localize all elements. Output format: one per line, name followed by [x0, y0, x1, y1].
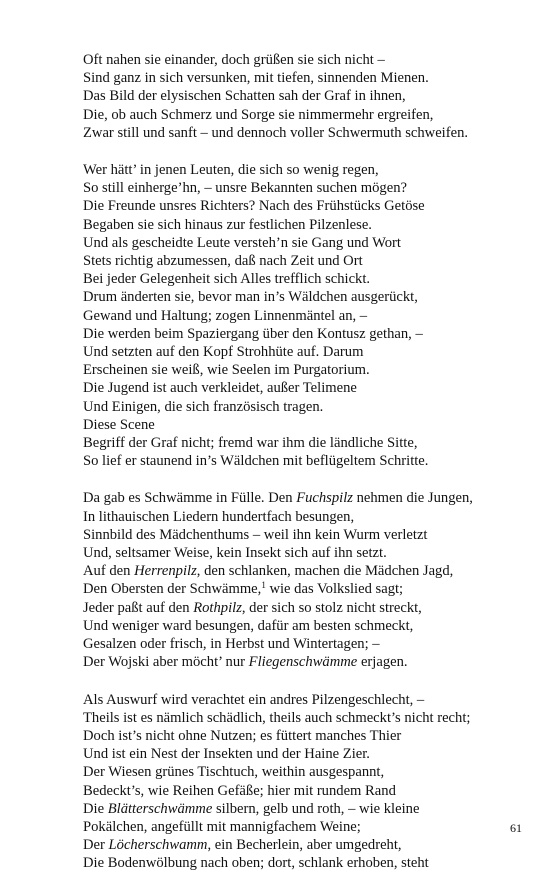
verse-line [83, 124, 523, 142]
poem-text [83, 51, 523, 892]
verse-text: Zwar still und sanft – und dennoch voller Schwermuth schweifen. [83, 124, 469, 141]
verse-line [83, 106, 523, 124]
verse-text: Oft nahen sie einander, doch grüßen sie sich nicht – [83, 52, 385, 68]
verse-text: Und Einigen, die sich französisch tragen. [83, 398, 324, 415]
verse-line [83, 234, 523, 252]
verse-text: Theils ist es nämlich schädlich, theils auch schmeckt’s nicht recht; [83, 709, 471, 726]
verse-line [83, 854, 523, 872]
verse-text: Jeder paßt auf den [83, 599, 194, 616]
verse-text: Gewand und Haltung; zogen Linnenmäntel an, – [83, 307, 368, 324]
verse-text: silbern, gelb und roth, – wie kleine [212, 800, 420, 817]
verse-line [83, 69, 523, 87]
verse-text: Fliegenschwämme [248, 654, 358, 671]
verse-line [83, 343, 523, 361]
verse-line [83, 325, 523, 343]
verse-text: nehmen die Jungen, [352, 490, 473, 507]
verse-line [83, 599, 523, 617]
verse-text: Der Wojski aber möcht’ nur [83, 654, 249, 671]
verse-text: Das Bild der elysischen Schatten sah der Graf in ihnen, [83, 88, 406, 105]
verse-text: Und setzten auf den Kopf Strohhüte auf. Darum [83, 344, 364, 361]
footnote-marker[interactable]: 1 [261, 580, 266, 591]
verse-text: Und als gescheidte Leute versteh’n sie Gang und Wort [83, 234, 401, 251]
verse-text: Sind ganz in sich versunken, mit tiefen, sinnenden Mienen. [83, 70, 429, 87]
verse-line [83, 179, 523, 197]
verse-text: , den schlanken, machen die Mädchen Jagd, [196, 563, 454, 580]
verse-text: Die [83, 800, 108, 817]
verse-text: Doch ist’s nicht ohne Nutzen; es füttert manches Thier [83, 727, 402, 744]
verse-line [83, 653, 523, 671]
verse-text: Und, seltsamer Weise, kein Insekt sich auf ihn setzt. [83, 545, 387, 562]
verse-line [83, 379, 523, 397]
verse-text: Der [83, 837, 109, 854]
stanza [83, 51, 523, 142]
verse-text: Stets richtig abzumessen, daß nach Zeit und Ort [83, 253, 363, 270]
verse-line [83, 434, 523, 452]
verse-line [83, 216, 523, 234]
verse-text: Begriff der Graf nicht; fremd war ihm die ländliche Sitte, [83, 435, 418, 452]
verse-line [83, 709, 523, 727]
verse-line [83, 51, 523, 69]
verse-line [83, 544, 523, 562]
stanza [83, 691, 523, 873]
verse-line [83, 252, 523, 270]
verse-text: Bei jeder Gelegenheit sich Alles trefflich schickt. [83, 271, 371, 288]
verse-line [83, 161, 523, 179]
verse-text: Drum änderten sie, bevor man in’s Wäldchen ausgerückt, [83, 289, 418, 306]
verse-text: Die, ob auch Schmerz und Sorge sie nimmermehr ergreifen, [83, 106, 434, 123]
verse-text: Die Bodenwölbung nach oben; dort, schlank erhoben, steht [83, 855, 429, 872]
verse-text: Die Jugend ist auch verkleidet, außer Telimene [83, 380, 357, 397]
verse-line [83, 617, 523, 635]
verse-text: Sinnbild des Mädchenthums – weil ihn kein Wurm verletzt [83, 526, 428, 543]
verse-line [83, 580, 523, 598]
verse-line [83, 836, 523, 854]
verse-line [83, 800, 523, 818]
verse-line [83, 489, 523, 507]
verse-text: Als Auswurf wird verachtet ein andres Pilzengeschlecht, – [83, 691, 425, 708]
verse-text: Fuchspilz [296, 490, 353, 507]
verse-line [83, 398, 523, 416]
verse-line [83, 197, 523, 215]
verse-text: Und weniger ward besungen, dafür am besten schmeckt, [83, 617, 414, 634]
verse-text: Die werden beim Spaziergang über den Kontusz gethan, – [83, 325, 423, 342]
verse-line [83, 416, 523, 434]
verse-line [83, 562, 523, 580]
verse-text: Den Obersten der Schwämme, [83, 581, 262, 598]
verse-text: Pokälchen, angefüllt mit mannigfachem Weine; [83, 818, 361, 835]
verse-text: erjagen. [357, 654, 408, 671]
verse-line [83, 508, 523, 526]
stanza [83, 161, 523, 470]
verse-text: Begaben sie sich hinaus zur festlichen Pilzenlese. [83, 216, 372, 233]
verse-text: Da gab es Schwämme in Fülle. Den [83, 490, 297, 507]
verse-text: Und ist ein Nest der Insekten und der Haine Zier. [83, 746, 370, 763]
page-number: 61 [510, 821, 522, 835]
verse-line [83, 361, 523, 379]
verse-text: , ein Becherlein, aber umgedreht, [207, 837, 402, 854]
verse-line [83, 745, 523, 763]
verse-line [83, 270, 523, 288]
verse-text: Erscheinen sie weiß, wie Seelen im Purgatorium. [83, 362, 370, 379]
verse-line [83, 307, 523, 325]
verse-text: Herrenpilz [134, 563, 197, 580]
verse-text: , der sich so stolz nicht streckt, [241, 599, 422, 616]
verse-text: Blätterschwämme [107, 800, 213, 817]
verse-line [83, 763, 523, 781]
verse-text: Löcherschwamm [108, 837, 208, 854]
verse-line [83, 452, 523, 470]
verse-line [83, 87, 523, 105]
verse-text: Bedeckt’s, wie Reihen Gefäße; hier mit rundem Rand [83, 782, 396, 799]
verse-text: Gesalzen oder frisch, in Herbst und Wintertagen; – [83, 636, 380, 653]
verse-line [83, 818, 523, 836]
verse-text: Auf den [83, 563, 135, 580]
verse-line [83, 727, 523, 745]
verse-text: Diese Scene [83, 416, 155, 433]
verse-text: wie das Volkslied sagt; [265, 581, 404, 598]
stanza [83, 489, 523, 671]
verse-line [83, 691, 523, 709]
verse-text: Wer hätt’ in jenen Leuten, die sich so wenig regen, [83, 162, 379, 179]
verse-text: So still einherge’hn, – unsre Bekannten suchen mögen? [83, 180, 407, 197]
verse-text: In lithauischen Liedern hundertfach besungen, [83, 508, 355, 525]
verse-text: Der Wiesen grünes Tischtuch, weithin ausgespannt, [83, 764, 385, 781]
verse-text: Die Freunde unsres Richters? Nach des Frühstücks Getöse [83, 198, 425, 215]
verse-line [83, 782, 523, 800]
verse-line [83, 288, 523, 306]
verse-line [83, 526, 523, 544]
verse-text: Rothpilz [193, 599, 242, 616]
verse-text: So lief er staunend in’s Wäldchen mit beflügeltem Schritte. [83, 453, 429, 470]
verse-line [83, 635, 523, 653]
